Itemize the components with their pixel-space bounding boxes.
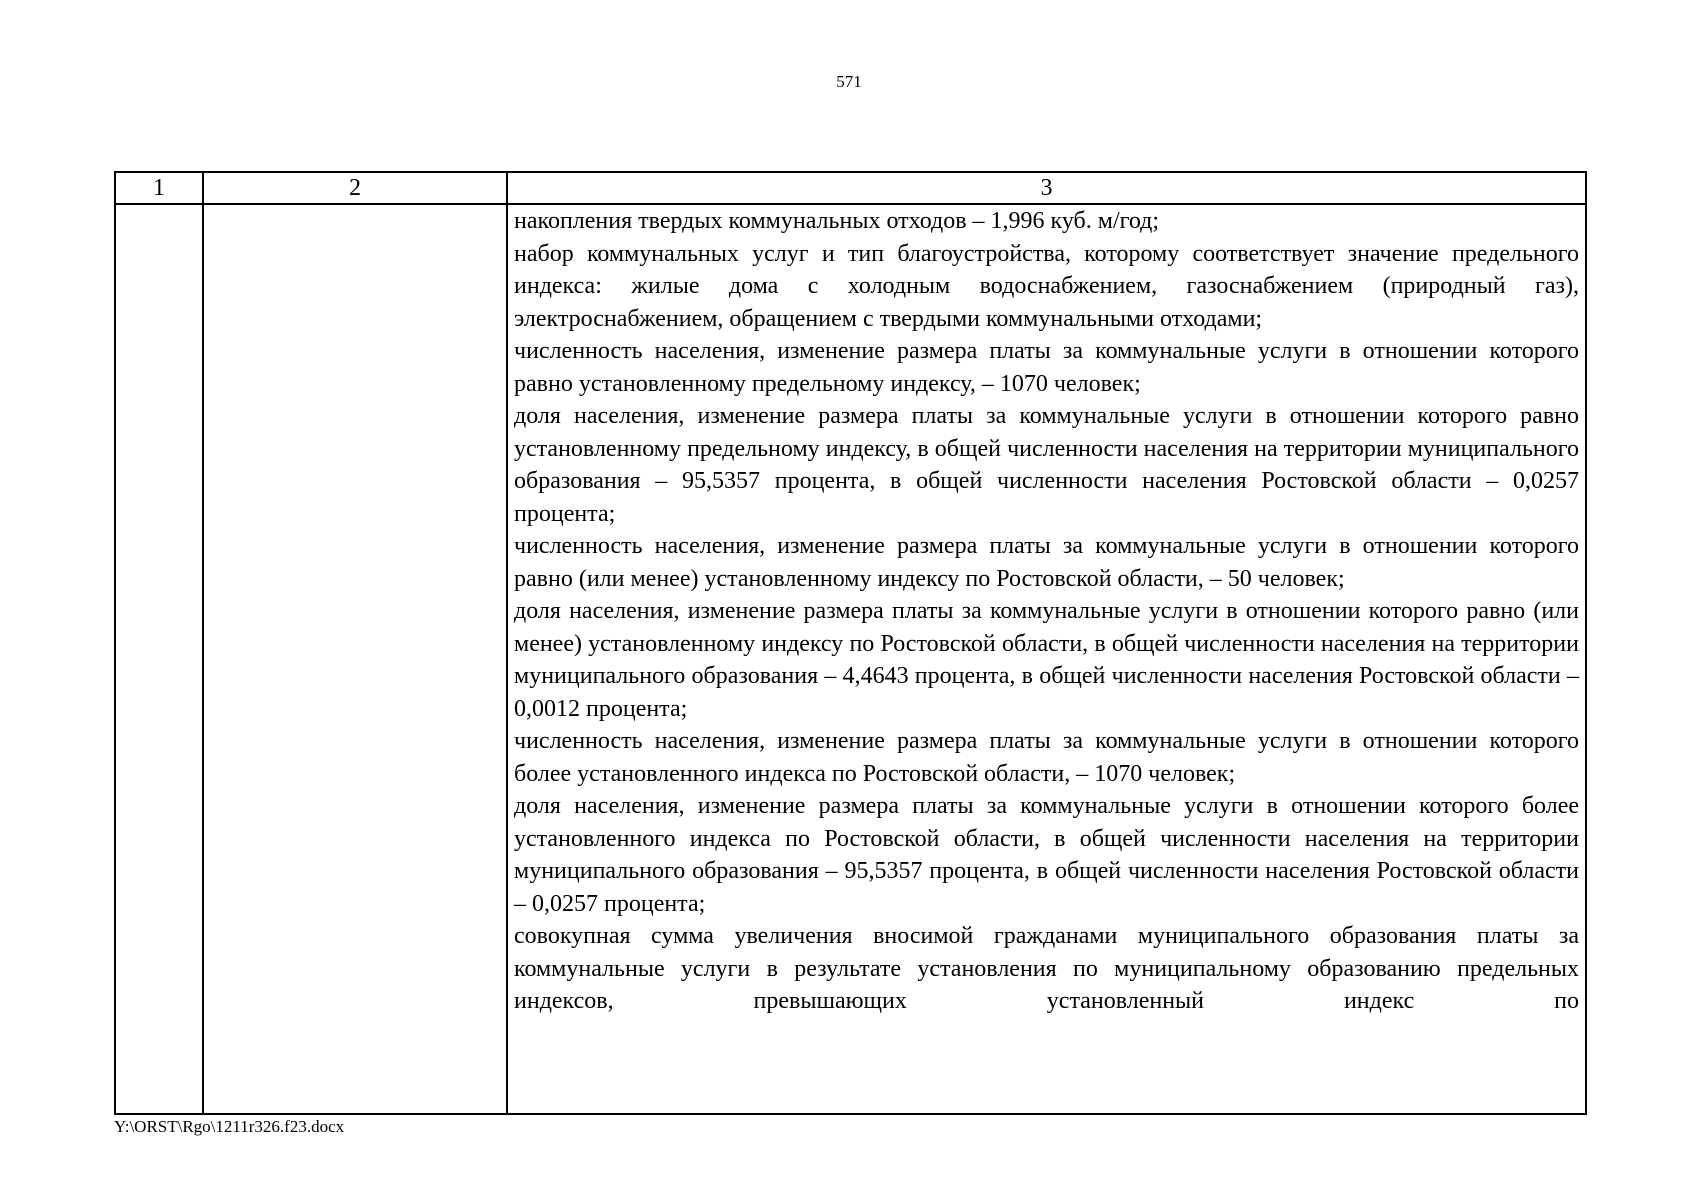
- paragraph: численность населения, изменение размера платы за коммунальные услуги в отношении которого равно установленному предельному индексу, – 1070 человек;: [514, 338, 1579, 397]
- cell-column-3: [507, 204, 1586, 1114]
- table-header-row: [115, 172, 1586, 204]
- paragraph: доля населения, изменение размера платы за коммунальные услуги в отношении которого равно (или менее) установленному индексу по Ростовской области, в общей численности населения на территории муниципального образования – 4,4643 процента, в общей численности населения Ростовской области – 0,0012 процента;: [514, 598, 1579, 722]
- paragraph: набор коммунальных услуг и тип благоустройства, которому соответствует значение предельного индекса: жилые дома с холодным водоснабжением, газоснабжением (природный газ), электроснабжением, обращением с твердыми коммунальными отходами;: [514, 240, 1579, 332]
- paragraph: доля населения, изменение размера платы за коммунальные услуги в отношении которого более установленного индекса по Ростовской области, в общей численности населения на территории муниципального образования – 95,5357 процента, в общей численности населения Ростовской области – 0,0257 процента;: [514, 793, 1579, 917]
- file-path-footer: Y:\ORST\Rgo\1211r326.f23.docx: [114, 1117, 345, 1136]
- cell-column-2: [203, 204, 507, 1114]
- paragraph: совокупная сумма увеличения вносимой гражданами муниципального образования платы за коммунальные услуги в результате установления по муниципальному образованию предельных индексов, превышающих установленный индекс по: [514, 923, 1579, 1014]
- page-number: 571: [836, 72, 862, 91]
- paragraph: численность населения, изменение размера платы за коммунальные услуги в отношении которого более установленного индекса по Ростовской области, – 1070 человек;: [514, 728, 1579, 787]
- paragraph: численность населения, изменение размера платы за коммунальные услуги в отношении которого равно (или менее) установленному индексу по Ростовской области, – 50 человек;: [514, 533, 1579, 592]
- cell-column-1: [115, 204, 203, 1114]
- column-header-2: 2: [203, 172, 507, 204]
- column-header-1: 1: [115, 172, 203, 204]
- table-row: [115, 204, 1586, 1114]
- document-table: [114, 171, 1587, 1115]
- paragraph: накопления твердых коммунальных отходов – 1,996 куб. м/год;: [514, 208, 1160, 234]
- paragraph: доля населения, изменение размера платы за коммунальные услуги в отношении которого равно установленному предельному индексу, в общей численности населения на территории муниципального образования – 95,5357 процента, в общей численности населения Ростовской области – 0,0257 процента;: [514, 403, 1579, 527]
- column-header-3: 3: [507, 172, 1586, 204]
